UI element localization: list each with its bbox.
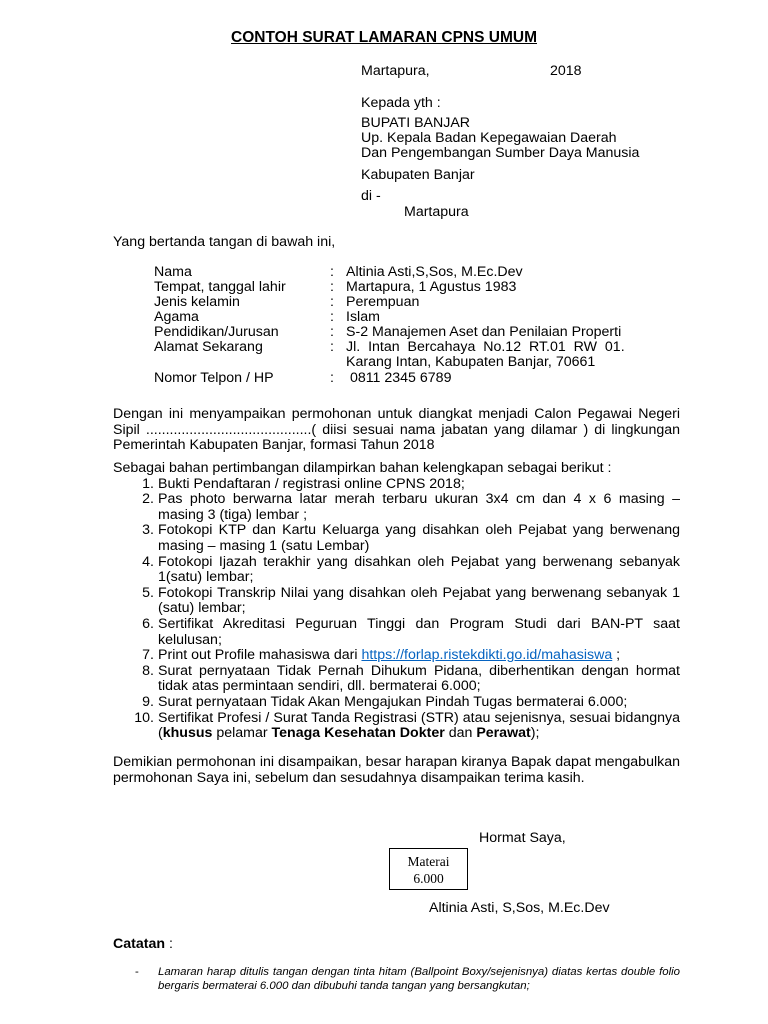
datum-colon: :: [330, 324, 334, 340]
recipient-di: di -: [361, 188, 381, 204]
stamp-value: 6.000: [413, 871, 444, 886]
list-text: Surat pernyataan Tidak Pernah Dihukum Pidana, diberhentikan dengan hormat tidak atas permintaan sendiri, dll. bermaterai 6.000;: [158, 662, 680, 695]
emphasis-dokter: Tenaga Kesehatan Dokter: [271, 725, 445, 742]
datum-value: Martapura, 1 Agustus 1983: [346, 279, 517, 295]
list-text-post: );: [530, 725, 540, 742]
place-label: Martapura,: [361, 63, 430, 79]
notes-heading-suffix: :: [165, 936, 173, 952]
datum-label: Tempat, tanggal lahir: [154, 279, 286, 295]
list-text: Surat pernyataan Tidak Akan Mengajukan Pindah Tugas bermaterai 6.000;: [158, 693, 628, 710]
recipient-line1: BUPATI BANJAR: [361, 115, 471, 131]
note-item: [113, 966, 680, 993]
letter-year: 2018: [550, 63, 582, 79]
notes-heading-text: Catatan: [113, 936, 166, 952]
notes-heading: [113, 937, 173, 953]
datum-colon: :: [330, 264, 334, 280]
datum-label: Alamat Sekarang: [154, 339, 263, 355]
recipient-to: Kepada yth :: [361, 95, 441, 111]
forlap-link[interactable]: https://forlap.ristekdikti.go.id/mahasiswa: [361, 647, 613, 664]
datum-value: 0811 2345 6789: [346, 370, 452, 386]
attachments-list: [113, 477, 680, 742]
datum-label: Nama: [154, 264, 192, 280]
list-item: [113, 555, 680, 586]
request-paragraph: [113, 407, 680, 454]
materai-stamp-box: [389, 848, 468, 890]
datum-value: Jl. Intan Bercahaya No.12 RT.01 RW 01.: [346, 339, 625, 355]
closing-paragraph: [113, 755, 680, 786]
datum-label: Nomor Telpon / HP: [154, 370, 274, 386]
emphasis-khusus: khusus: [162, 725, 213, 742]
note-dash: -: [135, 966, 139, 978]
datum-value-line2: Karang Intan, Kabupaten Banjar, 70661: [346, 354, 596, 370]
list-number: 4.: [142, 553, 154, 570]
list-number: 3.: [142, 522, 154, 539]
datum-value: S-2 Manajemen Aset dan Penilaian Properti: [346, 324, 622, 340]
datum-colon: :: [330, 309, 334, 325]
list-text-mid: dan: [444, 725, 477, 742]
list-item: [113, 711, 680, 742]
request-text: Dengan ini menyampaikan permohonan untuk diangkat menjadi Calon Pegawai Negeri Sipil ..........................................( diisi sesuai nama jabatan yang dilamar ) di lingkungan Pemerintah Kabupaten Banjar, formasi Tahun 2018: [113, 406, 680, 454]
list-text-pre: Sertifikat Profesi / Surat Tanda Registrasi (STR) atau sejenisnya, sesuai bidangnya (: [158, 709, 680, 742]
emphasis-perawat: Perawat: [476, 725, 531, 742]
list-item: [113, 617, 680, 648]
list-text-mid: pelamar: [212, 725, 272, 742]
signer-name: Altinia Asti, S,Sos, M.Ec.Dev: [429, 900, 610, 916]
list-text: [158, 648, 680, 664]
list-text: Fotokopi KTP dan Kartu Keluarga yang disahkan oleh Pejabat yang berwenang masing – masing 1 (satu Lembar): [158, 522, 680, 554]
list-number: 10.: [134, 709, 154, 726]
datum-label: Jenis kelamin: [154, 294, 240, 310]
closing-text: Demikian permohonan ini disampaikan, besar harapan kiranya Bapak dapat mengabulkan permohonan Saya ini, sebelum dan sesudahnya disampaikan terima kasih.: [113, 754, 680, 786]
datum-label: Agama: [154, 309, 199, 325]
list-text-post: ;: [612, 647, 621, 664]
list-text: Fotokopi Ijazah terakhir yang disahkan oleh Pejabat yang berwenang sebanyak 1(satu) lembar;: [158, 553, 680, 586]
list-text: Bukti Pendaftaran / registrasi online CPNS 2018;: [158, 475, 465, 492]
datum-value: Perempuan: [346, 294, 420, 310]
datum-colon: :: [330, 370, 334, 386]
datum-label: Pendidikan/Jurusan: [154, 324, 279, 340]
list-item: [113, 648, 680, 664]
list-item: [113, 492, 680, 523]
list-item: [113, 477, 680, 493]
recipient-city: Martapura: [404, 204, 469, 220]
list-item: [113, 586, 680, 617]
list-item: [113, 695, 680, 711]
list-text-pre: Print out Profile mahasiswa dari: [158, 647, 362, 664]
attachments-block: [113, 461, 680, 742]
attachments-intro: Sebagai bahan pertimbangan dilampirkan bahan kelengkapan sebagai berikut :: [113, 460, 612, 476]
note-text: Lamaran harap ditulis tangan dengan tinta hitam (Ballpoint Boxy/sejenisnya) diatas kertas double folio bergaris bermaterai 6.000 dan dibubuhi tanda tangan yang bersangkutan;: [158, 966, 680, 992]
regards: Hormat Saya,: [479, 830, 566, 846]
list-number: 2.: [142, 491, 154, 508]
recipient-line3: Dan Pengembangan Sumber Daya Manusia: [361, 145, 640, 161]
document-title: CONTOH SURAT LAMARAN CPNS UMUM: [231, 29, 537, 46]
list-item: [113, 523, 680, 554]
list-number: 7.: [142, 647, 154, 664]
recipient-line4: Kabupaten Banjar: [361, 167, 475, 183]
datum-value: Altinia Asti,S,Sos, M.Ec.Dev: [346, 264, 523, 280]
list-number: 8.: [142, 662, 154, 679]
list-item: [113, 664, 680, 695]
list-text: Pas photo berwarna latar merah terbaru ukuran 3x4 cm dan 4 x 6 masing – masing 3 (tiga) lembar ;: [158, 491, 680, 523]
stamp-label: Materai: [407, 854, 450, 869]
list-number: 5.: [142, 584, 154, 601]
recipient-line2: Up. Kepala Badan Kepegawaian Daerah: [361, 130, 617, 146]
opening-line: Yang bertanda tangan di bawah ini,: [113, 234, 336, 250]
datum-colon: :: [330, 294, 334, 310]
list-number: 1.: [142, 475, 154, 492]
list-text: [158, 711, 680, 742]
list-text: Sertifikat Akreditasi Peguruan Tinggi dan Program Studi dari BAN-PT saat kelulusan;: [158, 615, 680, 648]
datum-colon: :: [330, 339, 334, 355]
list-text: Fotokopi Transkrip Nilai yang disahkan oleh Pejabat yang berwenang sebanyak 1 (satu) lembar;: [158, 584, 680, 617]
datum-value: Islam: [346, 309, 380, 325]
datum-colon: :: [330, 279, 334, 295]
list-number: 6.: [142, 615, 154, 632]
list-number: 9.: [142, 693, 154, 710]
